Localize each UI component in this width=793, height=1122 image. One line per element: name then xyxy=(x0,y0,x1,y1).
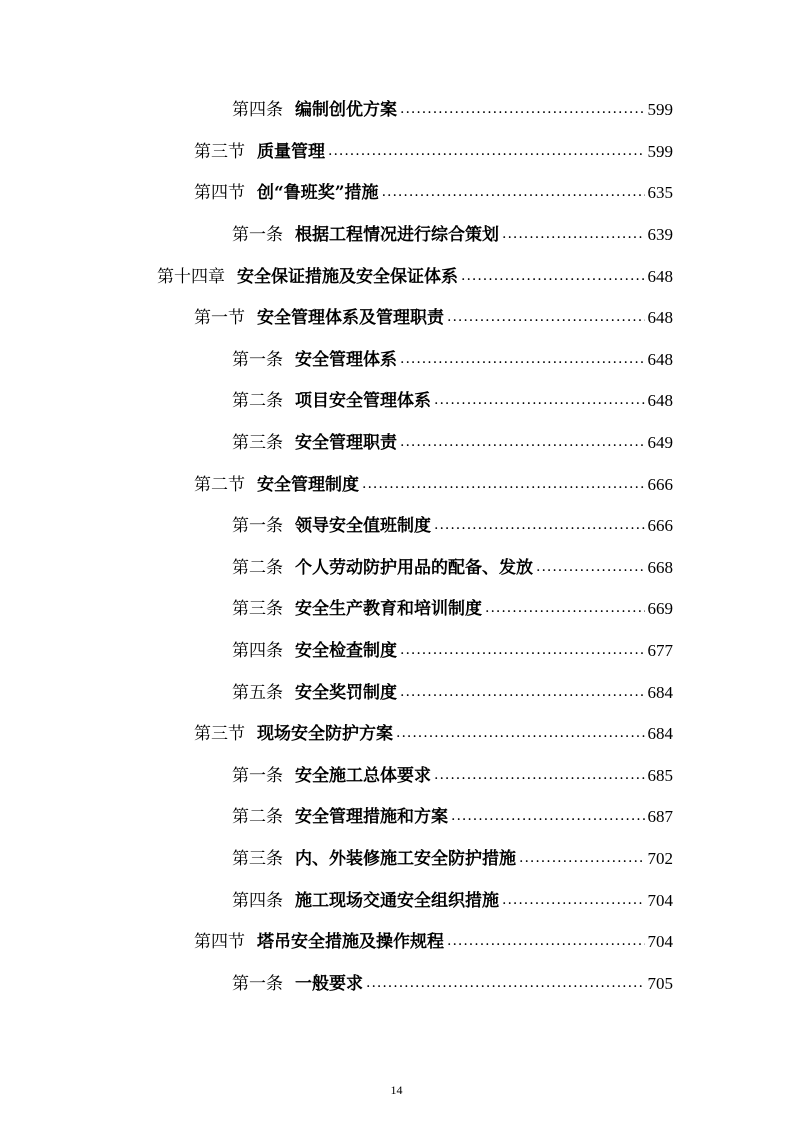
toc-dot-leader xyxy=(461,268,645,284)
toc-dot-leader xyxy=(400,684,645,700)
toc-entry-page: 677 xyxy=(647,641,673,661)
toc-dot-leader xyxy=(396,725,645,741)
toc-entry-title: 质量管理 xyxy=(257,141,325,162)
toc-entry-page: 684 xyxy=(647,682,673,702)
toc-entry-number: 第四条 xyxy=(232,641,283,662)
toc-dot-leader xyxy=(400,434,645,450)
toc-entry[interactable] xyxy=(0,586,793,628)
toc-entry-number: 第四条 xyxy=(232,890,283,911)
toc-dot-leader xyxy=(502,226,645,242)
toc-entry-number: 第一条 xyxy=(232,516,283,537)
toc-entry[interactable] xyxy=(0,170,793,212)
toc-entry-page: 704 xyxy=(647,932,673,952)
toc-entry-number: 第一条 xyxy=(232,765,283,786)
toc-entry[interactable] xyxy=(0,461,793,503)
toc-dot-leader xyxy=(328,143,645,159)
toc-entry-number: 第三节 xyxy=(194,141,245,162)
toc-entry[interactable] xyxy=(0,794,793,836)
toc-entry-number: 第二条 xyxy=(232,557,283,578)
toc-dot-leader xyxy=(366,975,645,991)
toc-entry-title: 安全保证措施及安全保证体系 xyxy=(237,266,458,287)
toc-entry-number: 第三条 xyxy=(232,848,283,869)
toc-entry[interactable] xyxy=(0,545,793,587)
toc-entry-title: 创“鲁班奖”措施 xyxy=(257,183,379,204)
toc-entry-page: 705 xyxy=(647,973,673,993)
toc-dot-leader xyxy=(434,392,645,408)
toc-entry[interactable] xyxy=(0,295,793,337)
toc-entry[interactable] xyxy=(0,503,793,545)
toc-entry[interactable] xyxy=(0,960,793,1002)
toc-entry-page: 648 xyxy=(647,391,673,411)
toc-entry-page: 648 xyxy=(647,266,673,286)
toc-entry-number: 第一条 xyxy=(232,225,283,246)
toc-entry[interactable] xyxy=(0,628,793,670)
toc-entry-title: 安全生产教育和培训制度 xyxy=(295,599,482,620)
toc-entry-page: 599 xyxy=(647,100,673,120)
toc-entry-title: 安全管理措施和方案 xyxy=(295,807,448,828)
toc-entry[interactable] xyxy=(0,378,793,420)
toc-entry-title: 安全检查制度 xyxy=(295,641,397,662)
toc-entry-page: 599 xyxy=(647,141,673,161)
toc-entry-page: 648 xyxy=(647,308,673,328)
toc-entry-page: 685 xyxy=(647,765,673,785)
toc-entry[interactable] xyxy=(0,836,793,878)
toc-dot-leader xyxy=(485,600,645,616)
toc-dot-leader xyxy=(536,559,645,575)
toc-entry[interactable] xyxy=(0,753,793,795)
toc-entry-page: 635 xyxy=(647,183,673,203)
toc-entry-title: 安全管理职责 xyxy=(295,433,397,454)
toc-entry-title: 个人劳动防护用品的配备、发放 xyxy=(295,557,533,578)
toc-entry[interactable] xyxy=(0,212,793,254)
toc-entry-title: 安全管理制度 xyxy=(257,474,359,495)
toc-entry-number: 第一条 xyxy=(232,973,283,994)
toc-entry-title: 安全施工总体要求 xyxy=(295,765,431,786)
toc-entry-title: 现场安全防护方案 xyxy=(257,724,393,745)
toc-entry-number: 第一节 xyxy=(194,308,245,329)
toc-dot-leader xyxy=(362,476,645,492)
toc-entry-page: 666 xyxy=(647,516,673,536)
toc-entry[interactable] xyxy=(0,669,793,711)
page-number: 14 xyxy=(390,1083,403,1097)
toc-entry-title: 施工现场交通安全组织措施 xyxy=(295,890,499,911)
toc-entry-page: 666 xyxy=(647,474,673,494)
toc-entry-title: 根据工程情况进行综合策划 xyxy=(295,225,499,246)
toc-entry[interactable] xyxy=(0,919,793,961)
toc-entry[interactable] xyxy=(0,337,793,379)
toc-entry[interactable] xyxy=(0,420,793,462)
toc-entry-number: 第三节 xyxy=(194,724,245,745)
toc-entry-page: 704 xyxy=(647,890,673,910)
toc-entry-page: 648 xyxy=(647,349,673,369)
toc-entry-title: 内、外装修施工安全防护措施 xyxy=(295,848,516,869)
toc-entry-page: 687 xyxy=(647,807,673,827)
toc-entry-number: 第一条 xyxy=(232,349,283,370)
toc-entry-number: 第五条 xyxy=(232,682,283,703)
toc-entry-title: 一般要求 xyxy=(295,973,363,994)
toc-entry-title: 安全管理体系及管理职责 xyxy=(257,308,444,329)
toc-entry-number: 第三条 xyxy=(232,599,283,620)
toc-entry-title: 塔吊安全措施及操作规程 xyxy=(257,932,444,953)
toc-entry-number: 第二条 xyxy=(232,391,283,412)
toc-entry-number: 第四条 xyxy=(232,100,283,121)
toc-dot-leader xyxy=(447,309,645,325)
toc-dot-leader xyxy=(519,850,645,866)
toc-dot-leader xyxy=(400,351,645,367)
toc-entry-number: 第三条 xyxy=(232,433,283,454)
toc-entry-page: 639 xyxy=(647,225,673,245)
toc-dot-leader xyxy=(434,517,645,533)
toc-entry-title: 安全奖罚制度 xyxy=(295,682,397,703)
toc-dot-leader xyxy=(400,101,645,117)
toc-dot-leader xyxy=(400,642,645,658)
table-of-contents xyxy=(0,87,793,1002)
toc-dot-leader xyxy=(382,184,645,200)
toc-entry-title: 编制创优方案 xyxy=(295,100,397,121)
toc-entry-number: 第十四章 xyxy=(157,266,225,287)
toc-entry[interactable] xyxy=(0,253,793,295)
toc-dot-leader xyxy=(502,892,645,908)
toc-entry-page: 668 xyxy=(647,557,673,577)
toc-entry-page: 684 xyxy=(647,724,673,744)
toc-entry[interactable] xyxy=(0,87,793,129)
toc-entry-page: 649 xyxy=(647,433,673,453)
toc-entry[interactable] xyxy=(0,877,793,919)
toc-entry-number: 第二节 xyxy=(194,474,245,495)
toc-entry-title: 领导安全值班制度 xyxy=(295,516,431,537)
toc-entry[interactable] xyxy=(0,711,793,753)
toc-entry-number: 第四节 xyxy=(194,932,245,953)
toc-dot-leader xyxy=(451,808,645,824)
toc-entry-title: 项目安全管理体系 xyxy=(295,391,431,412)
toc-entry[interactable] xyxy=(0,129,793,171)
toc-entry-number: 第四节 xyxy=(194,183,245,204)
toc-entry-title: 安全管理体系 xyxy=(295,349,397,370)
toc-dot-leader xyxy=(447,933,645,949)
toc-entry-number: 第二条 xyxy=(232,807,283,828)
toc-dot-leader xyxy=(434,767,645,783)
toc-entry-page: 702 xyxy=(647,848,673,868)
toc-entry-page: 669 xyxy=(647,599,673,619)
